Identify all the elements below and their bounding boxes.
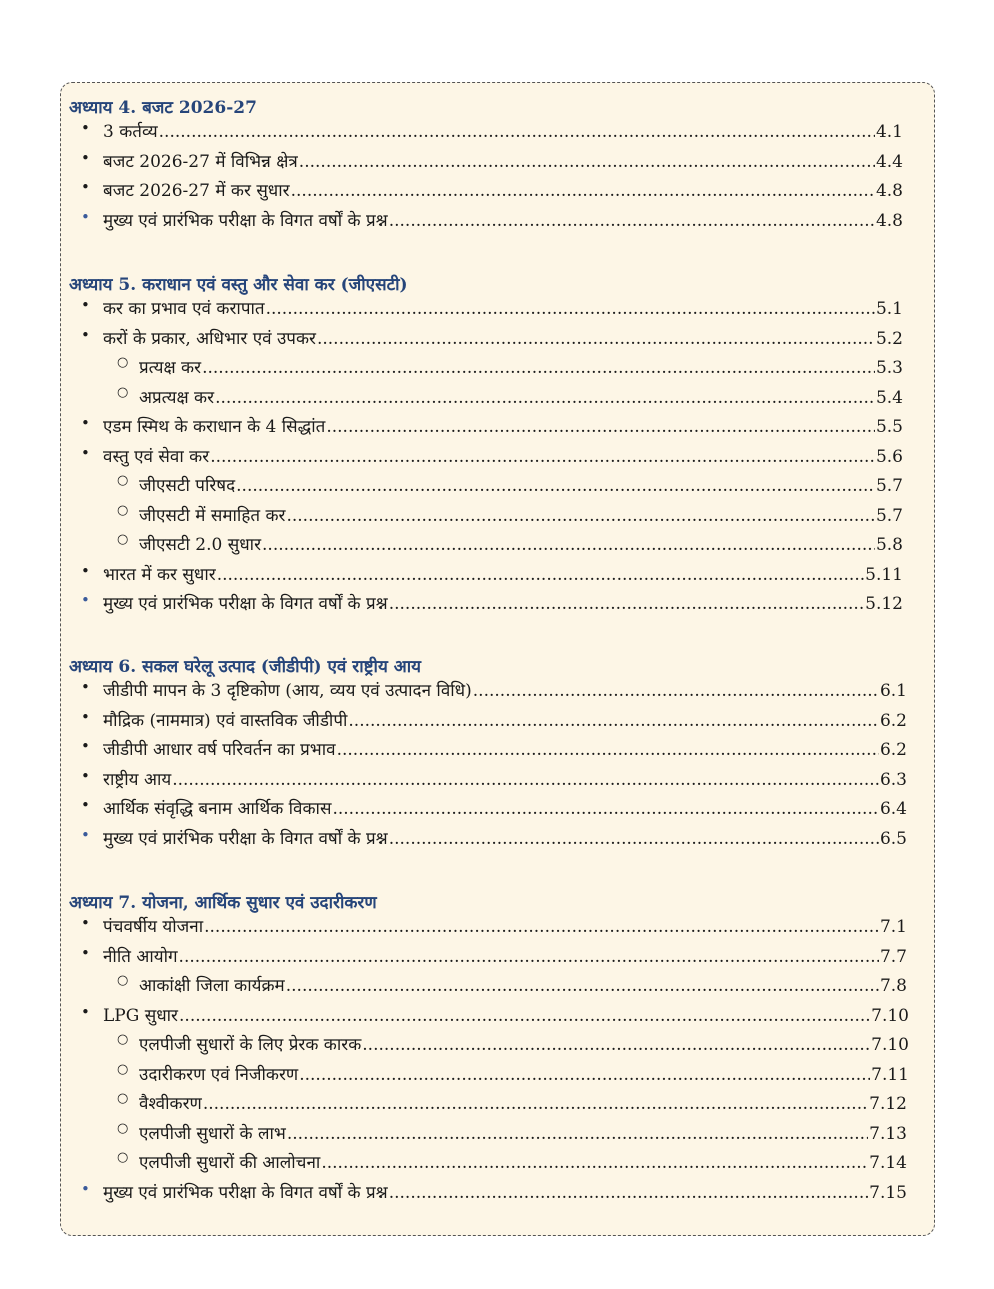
entry-label: एलपीजी सुधारों की आलोचना [139, 1153, 321, 1173]
toc-entry[interactable] [117, 973, 907, 999]
entry-label: उदारीकरण एवं निजीकरण [139, 1064, 299, 1085]
dot-leader [172, 770, 879, 790]
toc-entry[interactable] [81, 178, 903, 204]
toc-entry[interactable] [117, 473, 903, 499]
bullet-icon: • [81, 443, 90, 462]
dot-leader [210, 447, 875, 467]
entry-label: मुख्य एवं प्रारंभिक परीक्षा के विगत वर्षों के प्रश्न [103, 828, 388, 849]
hollow-bullet-icon: ○ [117, 1032, 129, 1047]
bullet-icon: • [81, 591, 90, 609]
page-number: 4.1 [875, 122, 903, 142]
page-number: 7.12 [869, 1094, 907, 1114]
toc-entry[interactable] [117, 532, 903, 558]
toc-entry[interactable] [117, 1120, 907, 1147]
toc-entry[interactable] [81, 591, 903, 617]
toc-entry[interactable] [117, 502, 903, 529]
bullet-icon: • [81, 178, 90, 196]
entry-label: नीति आयोग [103, 946, 178, 967]
dot-leader [287, 1124, 868, 1144]
entry-label: एडम स्मिथ के कराधान के 4 सिद्धांत [103, 417, 326, 437]
bullet-icon: • [81, 766, 90, 785]
page-number: 7.15 [869, 1182, 907, 1203]
bullet-icon: • [81, 296, 90, 314]
dot-leader [299, 152, 875, 172]
page-number: 6.5 [879, 828, 907, 849]
entry-label: वैश्वीकरण [139, 1094, 202, 1114]
dot-leader [299, 1065, 870, 1085]
page-number: 5.7 [875, 476, 903, 496]
bullet-icon: • [81, 1002, 90, 1021]
dot-leader [266, 299, 875, 319]
entry-label: आर्थिक संवृद्धि बनाम आर्थिक विकास [103, 799, 332, 819]
toc-entry[interactable] [117, 1091, 907, 1117]
toc-entry[interactable] [81, 148, 903, 175]
toc-entry[interactable] [117, 1061, 909, 1088]
bullet-icon: • [81, 325, 90, 344]
toc-entry[interactable] [81, 914, 907, 940]
entry-label: जीएसटी परिषद [139, 476, 236, 496]
dot-leader [286, 506, 875, 526]
dot-leader [362, 1035, 870, 1055]
page-number: 5.6 [875, 446, 903, 467]
bullet-icon: • [81, 707, 90, 726]
bullet-icon: • [81, 796, 90, 814]
page-number: 7.14 [869, 1153, 907, 1173]
dot-leader [389, 594, 864, 614]
hollow-bullet-icon: ○ [117, 1150, 129, 1165]
toc-entry[interactable] [81, 296, 903, 322]
toc-entry[interactable] [81, 561, 903, 588]
page-number: 6.1 [879, 681, 907, 701]
dot-leader [179, 947, 879, 967]
page-number: 7.10 [871, 1035, 909, 1055]
entry-label: प्रत्यक्ष कर [139, 358, 202, 378]
dot-leader [317, 329, 875, 349]
entry-label: करों के प्रकार, अधिभार एवं उपकर [103, 328, 316, 349]
page-number: 4.8 [875, 210, 903, 231]
entry-label: एलपीजी सुधारों के लाभ [139, 1123, 286, 1144]
toc-entry[interactable] [81, 119, 903, 145]
dot-leader [203, 1094, 868, 1114]
hollow-bullet-icon: ○ [117, 384, 129, 400]
bullet-icon: • [81, 825, 90, 844]
dot-leader [204, 917, 879, 937]
page-number: 5.8 [875, 535, 903, 555]
toc-entry[interactable] [117, 355, 903, 381]
bullet-icon: • [81, 678, 90, 696]
hollow-bullet-icon: ○ [117, 473, 129, 488]
entry-label: पंचवर्षीय योजना [103, 917, 204, 937]
hollow-bullet-icon: ○ [117, 1120, 129, 1136]
entry-label: 3 कर्तव्य [103, 122, 158, 142]
hollow-bullet-icon: ○ [117, 973, 129, 988]
toc-entry[interactable] [81, 678, 907, 704]
hollow-bullet-icon: ○ [117, 1091, 129, 1106]
dot-leader [202, 358, 875, 378]
dot-leader [389, 1183, 868, 1203]
page-number: 7.1 [879, 917, 907, 937]
toc-entry[interactable] [81, 825, 907, 852]
toc-entry[interactable] [81, 737, 907, 763]
entry-label: राष्ट्रीय आय [103, 769, 172, 790]
entry-label: कर का प्रभाव एवं करापात [103, 299, 265, 319]
entry-label: मुख्य एवं प्रारंभिक परीक्षा के विगत वर्षों के प्रश्न [103, 594, 388, 614]
dot-leader [236, 476, 875, 496]
entry-label: आकांक्षी जिला कार्यक्रम [139, 976, 285, 996]
page-number: 5.7 [875, 505, 903, 526]
dot-leader [389, 211, 875, 231]
entry-label: जीएसटी में समाहित कर [139, 505, 286, 526]
page-number: 5.5 [875, 417, 903, 437]
hollow-bullet-icon: ○ [117, 355, 129, 370]
chapter-title: अध्याय 5. कराधान एवं वस्तु और सेवा कर (जीएसटी) [69, 275, 408, 295]
entry-label: मौद्रिक (नाममात्र) एवं वास्तविक जीडीपी [103, 710, 348, 731]
toc-entry[interactable] [81, 943, 907, 970]
dot-leader [337, 740, 879, 760]
page-number: 5.4 [875, 387, 903, 408]
page-number: 7.11 [871, 1064, 909, 1085]
page-number: 5.12 [865, 594, 903, 614]
entry-label: बजट 2026-27 में विभिन्न क्षेत्र [103, 151, 298, 172]
bullet-icon: • [81, 561, 90, 580]
dot-leader [332, 799, 878, 819]
toc-entry[interactable] [81, 207, 903, 234]
page-number: 4.4 [875, 151, 903, 172]
entry-label: जीएसटी 2.0 सुधार [139, 535, 262, 555]
toc-entry[interactable] [81, 443, 903, 470]
chapter-title: अध्याय 7. योजना, आर्थिक सुधार एवं उदारीकरण [69, 893, 377, 913]
dot-leader [262, 535, 875, 555]
toc-entry[interactable] [81, 1002, 909, 1029]
entry-label: बजट 2026-27 में कर सुधार [103, 181, 290, 201]
dot-leader [286, 976, 879, 996]
bullet-icon: • [81, 414, 90, 432]
hollow-bullet-icon: ○ [117, 1061, 129, 1077]
toc-entry[interactable] [81, 325, 903, 352]
bullet-icon: • [81, 207, 90, 226]
entry-label: एलपीजी सुधारों के लिए प्रेरक कारक [139, 1035, 362, 1055]
bullet-icon: • [81, 1179, 90, 1198]
page-number: 6.2 [879, 740, 907, 760]
entry-label: भारत में कर सुधार [103, 564, 216, 585]
entry-label: मुख्य एवं प्रारंभिक परीक्षा के विगत वर्षों के प्रश्न [103, 1182, 388, 1203]
toc-entry[interactable] [81, 796, 907, 822]
page-number: 7.8 [879, 976, 907, 996]
dot-leader [179, 1006, 870, 1026]
bullet-icon: • [81, 943, 90, 962]
toc-entry[interactable] [117, 1032, 909, 1058]
dot-leader [215, 388, 875, 408]
toc-entry[interactable] [81, 414, 903, 440]
entry-label: जीडीपी आधार वर्ष परिवर्तन का प्रभाव [103, 740, 336, 760]
bullet-icon: • [81, 119, 90, 137]
hollow-bullet-icon: ○ [117, 532, 129, 547]
chapter-title: अध्याय 4. बजट 2026-27 [69, 98, 257, 118]
entry-label: जीडीपी मापन के 3 दृष्टिकोण (आय, व्यय एवं उत्पादन विधि) [103, 681, 472, 701]
entry-label: अप्रत्यक्ष कर [139, 387, 215, 408]
page-number: 6.2 [879, 710, 907, 731]
bullet-icon: • [81, 737, 90, 755]
dot-leader [348, 711, 879, 731]
entry-label: मुख्य एवं प्रारंभिक परीक्षा के विगत वर्षों के प्रश्न [103, 210, 388, 231]
entry-label: LPG सुधार [103, 1005, 179, 1026]
toc-entry[interactable] [81, 1179, 907, 1206]
dot-leader [389, 829, 879, 849]
entry-label: वस्तु एवं सेवा कर [103, 446, 210, 467]
toc-entry[interactable] [81, 707, 907, 734]
dot-leader [326, 417, 875, 437]
table-of-contents [60, 82, 935, 1236]
dot-leader [321, 1153, 868, 1173]
page-number: 6.4 [879, 799, 907, 819]
page-number: 4.8 [875, 181, 903, 201]
page-number: 5.1 [875, 299, 903, 319]
page-number: 7.13 [869, 1123, 907, 1144]
dot-leader [159, 122, 875, 142]
toc-entry[interactable] [117, 1150, 907, 1176]
page-number: 5.3 [875, 358, 903, 378]
dot-leader [291, 181, 875, 201]
page-number: 7.7 [879, 946, 907, 967]
bullet-icon: • [81, 148, 90, 167]
hollow-bullet-icon: ○ [117, 502, 129, 518]
bullet-icon: • [81, 914, 90, 932]
page-number: 6.3 [879, 769, 907, 790]
dot-leader [473, 681, 879, 701]
toc-entry[interactable] [117, 384, 903, 411]
dot-leader [217, 565, 864, 585]
chapter-title: अध्याय 6. सकल घरेलू उत्पाद (जीडीपी) एवं राष्ट्रीय आय [69, 657, 421, 677]
toc-entry[interactable] [81, 766, 907, 793]
page-number: 7.10 [871, 1005, 909, 1026]
page-number: 5.2 [875, 328, 903, 349]
page-number: 5.11 [865, 564, 903, 585]
